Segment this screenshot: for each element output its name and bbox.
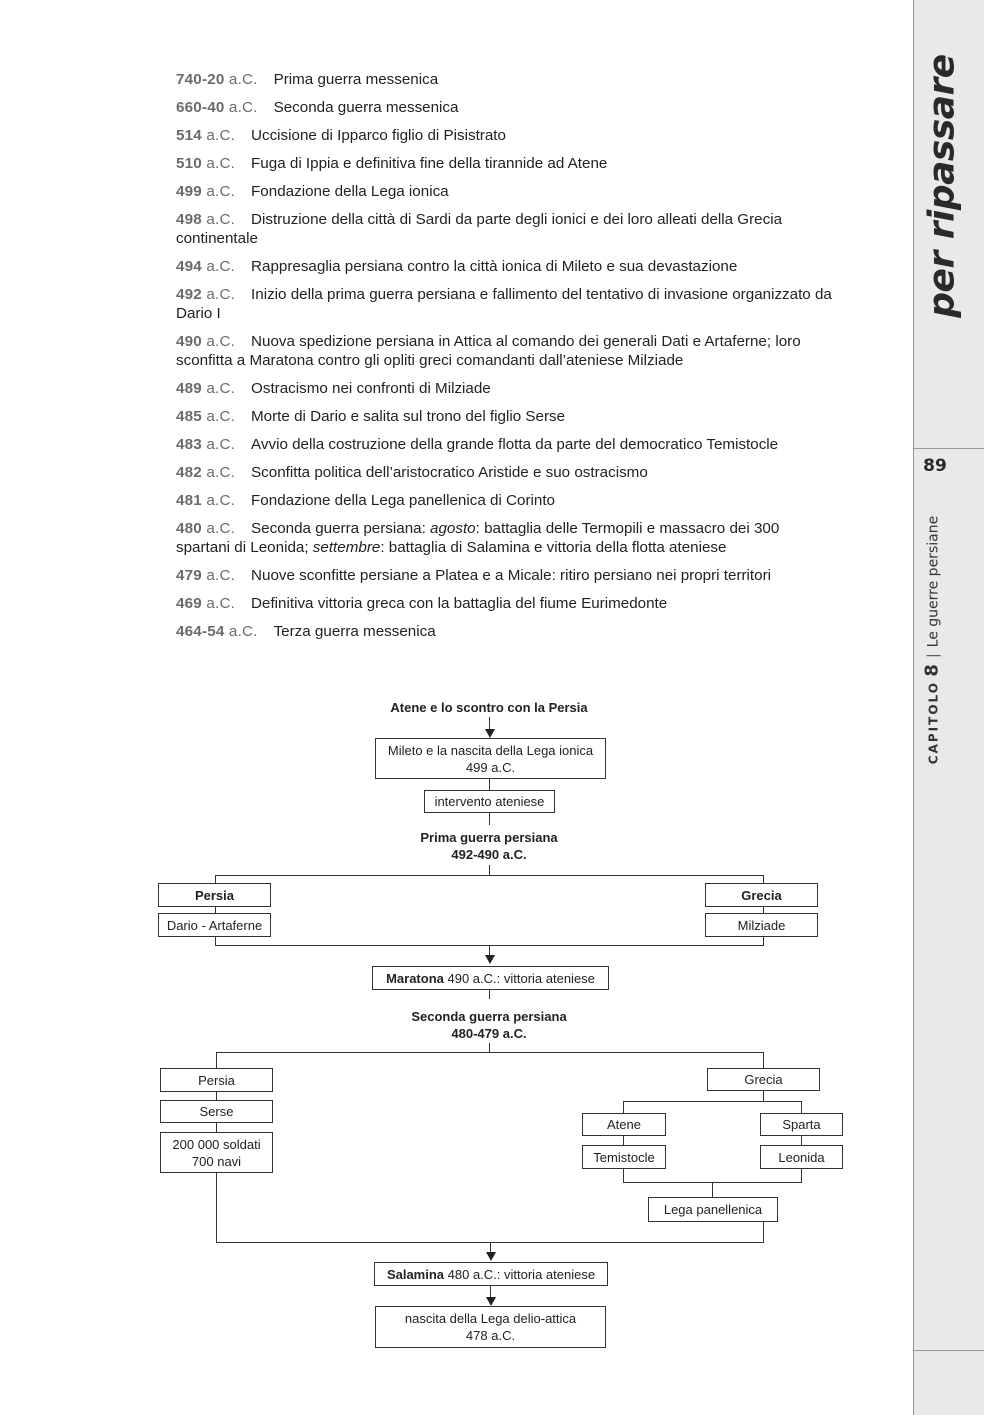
timeline-text: Terza guerra messenica [273, 623, 436, 640]
connector-line [763, 937, 764, 945]
timeline-text-segment: agosto [430, 520, 476, 537]
box-delio-attica-line1: nascita della Lega delio-attica [404, 1311, 577, 1326]
box-persia-1-label: Persia [194, 887, 235, 903]
timeline-year: 481 [176, 492, 202, 509]
prima-guerra-line2: 492-490 a.C. [451, 847, 527, 862]
chapter-number: 8 [921, 664, 943, 677]
seconda-guerra-line2: 480-479 a.C. [451, 1026, 527, 1041]
connector-line [763, 875, 764, 883]
timeline-year: 485 [176, 408, 202, 425]
box-intervento-label: intervento ateniese [434, 794, 545, 809]
box-milziade-label: Milziade [737, 917, 786, 933]
box-mileto-line2: 499 a.C. [465, 759, 516, 775]
connector-line [623, 1169, 624, 1182]
timeline-text: Uccisione di Ipparco figlio di Pisistrato [251, 127, 506, 144]
box-mileto-line1: Mileto e la nascita della Lega ionica [387, 742, 594, 758]
arrow-down-icon [486, 1297, 496, 1306]
arrow-down-icon [486, 1252, 496, 1261]
timeline-year: 483 [176, 436, 202, 453]
chapter-separator: | [925, 653, 942, 659]
timeline-era: a.C. [206, 333, 236, 350]
connector-line [763, 1052, 764, 1068]
timeline-year: 494 [176, 258, 202, 275]
connector-line [623, 1101, 624, 1113]
timeline-text: Morte di Dario e salita sul trono del figlio Serse [251, 408, 566, 425]
connector-line [216, 1052, 217, 1068]
timeline-text: Distruzione della città di Sardi da parte degli ionici e dei loro alleati della Grecia continentale [176, 211, 783, 247]
connector-line [489, 865, 490, 875]
timeline-year: 482 [176, 464, 202, 481]
timeline-text-segment: : battaglia delle Termopili e massacro dei 300 spartani di Leonida; [176, 520, 780, 556]
timeline-text: Sconfitta politica dell’aristocratico Aristide e suo ostracismo [251, 464, 648, 481]
connector-line [216, 1092, 217, 1100]
connector-line [623, 1136, 624, 1145]
connector-line [216, 1173, 217, 1242]
timeline-era: a.C. [206, 286, 236, 303]
timeline-year: 498 [176, 211, 202, 228]
salamina-detail: 480 a.C.: vittoria ateniese [444, 1266, 596, 1282]
timeline-year: 510 [176, 155, 202, 172]
box-leonida-label: Leonida [778, 1149, 825, 1165]
connector-line [489, 990, 490, 999]
box-leonida [760, 1145, 843, 1169]
timeline-era: a.C. [206, 520, 236, 537]
timeline-year: 479 [176, 567, 202, 584]
box-sparta [760, 1113, 843, 1136]
timeline-era: a.C. [228, 99, 258, 116]
box-dario-artaferne [158, 913, 271, 937]
seconda-guerra-heading [411, 1008, 566, 1042]
connector-line [489, 779, 490, 790]
timeline-era: a.C. [206, 155, 236, 172]
connector-line [215, 875, 216, 883]
timeline-era: a.C. [206, 127, 236, 144]
arrow-down-icon [485, 729, 495, 738]
section-title: per ripassare [921, 54, 963, 318]
box-grecia-2-label: Grecia [744, 1072, 783, 1087]
salamina-label: Salamina [386, 1266, 445, 1282]
box-forze-line1: 200 000 soldati [172, 1136, 261, 1152]
timeline-year: 499 [176, 183, 202, 200]
connector-line [801, 1101, 802, 1113]
connector-line [215, 875, 764, 876]
timeline-year: 489 [176, 380, 202, 397]
timeline-text: Definitiva vittoria greca con la battaglia del fiume Eurimedonte [251, 595, 668, 612]
box-temistocle [582, 1145, 666, 1169]
box-persia-2-label: Persia [198, 1072, 235, 1088]
box-grecia-1 [705, 883, 818, 907]
timeline-text: Ostracismo nei confronti di Milziade [251, 380, 491, 397]
timeline-era: a.C. [206, 492, 236, 509]
page-number: 89 [923, 456, 947, 476]
connector-line [216, 1052, 764, 1053]
connector-line [215, 937, 216, 945]
arrow-down-icon [485, 955, 495, 964]
connector-line [763, 1222, 764, 1242]
connector-line [216, 1123, 217, 1132]
connector-line [712, 1182, 713, 1197]
prima-guerra-heading [420, 829, 557, 863]
diagram-title: Atene e lo scontro con la Persia [390, 700, 588, 715]
timeline-year: 480 [176, 520, 202, 537]
timeline-text-segment: settembre [312, 539, 381, 556]
prima-guerra-line1: Prima guerra persiana [420, 830, 558, 845]
timeline-era: a.C. [228, 71, 258, 88]
chapter-title: Le guerre persiane [925, 515, 942, 648]
timeline-era: a.C. [206, 436, 236, 453]
box-intervento [424, 790, 555, 813]
timeline-text-segment: : battaglia di Salamina e vittoria della flotta ateniese [380, 539, 727, 556]
timeline-text: Fuga di Ippia e definitiva fine della tirannide ad Atene [251, 155, 608, 172]
timeline-text: Nuova spedizione persiana in Attica al comando dei generali Dati e Artaferne; loro sconfitta a Maratona contro gli opliti greci comandanti dall’ateniese Milziade [176, 333, 801, 369]
chapter-label [922, 516, 943, 764]
timeline-text: Nuove sconfitte persiane a Platea e a Micale: ritiro persiano nei propri territori [251, 567, 772, 584]
timeline-year: 740-20 [176, 71, 225, 88]
timeline-year: 490 [176, 333, 202, 350]
box-delio-attica-line2: 478 a.C. [465, 1328, 516, 1343]
connector-line [801, 1136, 802, 1145]
box-grecia-1-label: Grecia [741, 887, 782, 903]
box-lega-panellenica-label: Lega panellenica [663, 1202, 763, 1217]
timeline-text: Inizio della prima guerra persiana e fallimento del tentativo di invasione organizzato da Dario I [176, 286, 832, 322]
chapter-word: CAPITOLO [926, 681, 941, 765]
timeline-era: a.C. [228, 623, 258, 640]
timeline-era: a.C. [206, 464, 236, 481]
timeline-era: a.C. [206, 380, 236, 397]
sidebar-divider [914, 448, 984, 449]
connector-line [489, 813, 490, 825]
box-grecia-2 [707, 1068, 820, 1091]
timeline-text-segment: Seconda guerra persiana: [251, 520, 431, 537]
box-dario-artaferne-label: Dario - Artaferne [166, 917, 263, 933]
box-lega-panellenica [648, 1197, 778, 1222]
box-atene [582, 1113, 666, 1136]
box-mileto [375, 738, 606, 779]
timeline-year: 464-54 [176, 623, 225, 640]
timeline-year: 514 [176, 127, 202, 144]
maratona-detail: 490 a.C.: vittoria ateniese [443, 970, 595, 986]
box-milziade [705, 913, 818, 937]
timeline-text: Prima guerra messenica [273, 71, 439, 88]
box-serse-label: Serse [199, 1104, 234, 1119]
timeline-era: a.C. [206, 567, 236, 584]
sidebar-divider [914, 1350, 984, 1351]
timeline-era: a.C. [206, 211, 236, 228]
box-serse [160, 1100, 273, 1123]
box-lega-delio-attica [375, 1306, 606, 1348]
box-forze-persiane [160, 1132, 273, 1173]
timeline-year: 492 [176, 286, 202, 303]
timeline-text: Fondazione della Lega panellenica di Corinto [251, 492, 555, 509]
timeline-text: Seconda guerra messenica [273, 99, 459, 116]
box-maratona [372, 966, 609, 990]
timeline-text: Fondazione della Lega ionica [251, 183, 449, 200]
box-atene-label: Atene [607, 1117, 641, 1132]
timeline-era: a.C. [206, 183, 236, 200]
box-temistocle-label: Temistocle [593, 1149, 655, 1165]
timeline-text: Avvio della costruzione della grande flotta da parte del democratico Temistocle [251, 436, 779, 453]
timeline-year: 660-40 [176, 99, 225, 116]
timeline-era: a.C. [206, 595, 236, 612]
timeline-era: a.C. [206, 258, 236, 275]
box-persia-2 [160, 1068, 273, 1092]
connector-line [763, 1091, 764, 1101]
timeline-era: a.C. [206, 408, 236, 425]
seconda-guerra-line1: Seconda guerra persiana [411, 1009, 567, 1024]
timeline-text: Rappresaglia persiana contro la città ionica di Mileto e sua devastazione [251, 258, 738, 275]
box-persia-1 [158, 883, 271, 907]
maratona-label: Maratona [386, 970, 444, 986]
timeline-year: 469 [176, 595, 202, 612]
connector-line [623, 1101, 802, 1102]
connector-line [489, 1043, 490, 1052]
connector-line [801, 1169, 802, 1182]
box-sparta-label: Sparta [782, 1117, 821, 1132]
box-salamina [374, 1262, 608, 1286]
box-forze-line2: 700 navi [191, 1153, 242, 1169]
